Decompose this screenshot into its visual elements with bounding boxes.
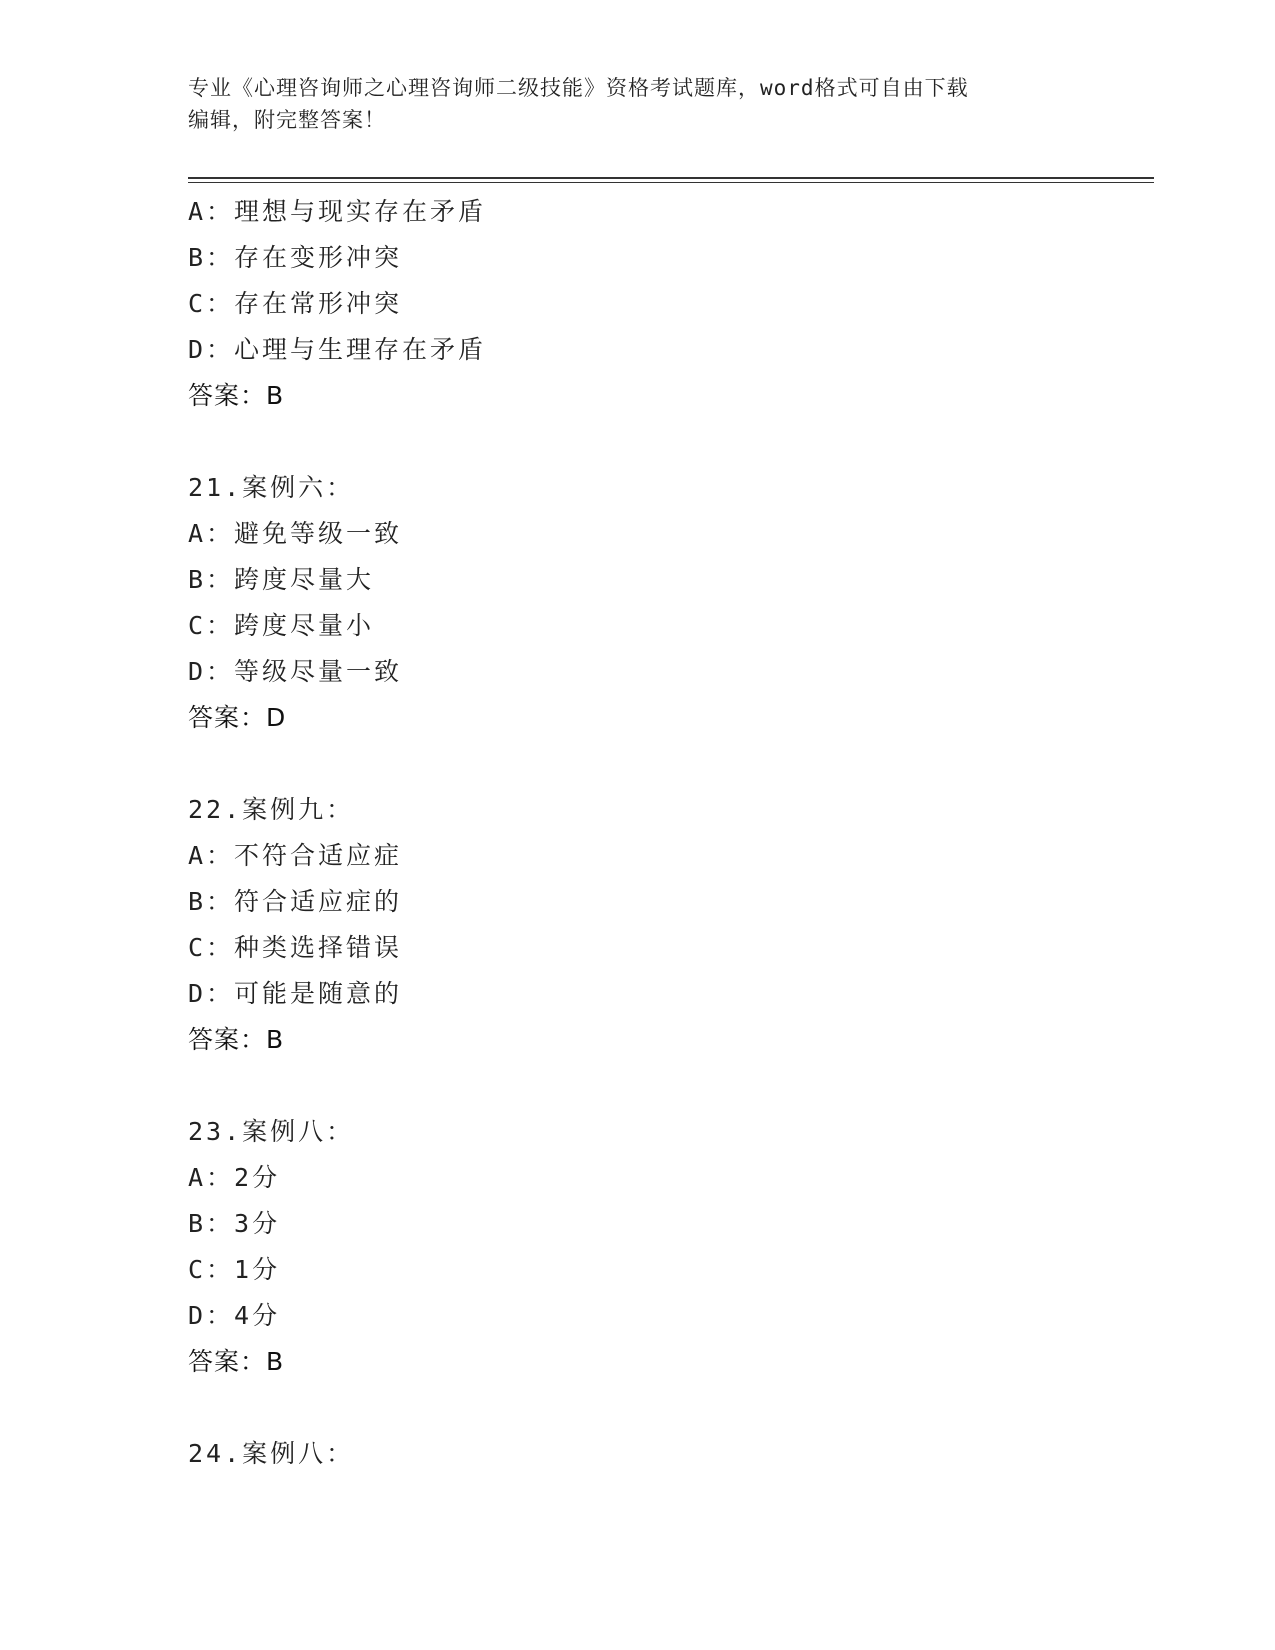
spacer [188,419,1088,465]
answer-line: 答案：D [188,703,287,732]
option-b: B：符合适应症的 [188,887,403,916]
option-b: B：3分 [188,1209,281,1238]
question-title: 21.案例六： [188,473,355,502]
option-c: C：1分 [188,1255,281,1284]
question-block-partial [188,189,1088,419]
option-d: D：心理与生理存在矛盾 [188,335,487,364]
option-b: B：存在变形冲突 [188,243,403,272]
header-divider-thin [188,182,1154,183]
spacer [188,741,1088,787]
option-d: D：4分 [188,1301,281,1330]
answer-line: 答案：B [188,381,285,410]
question-block-24 [188,1431,1088,1477]
option-a: A：不符合适应症 [188,841,403,870]
question-title: 24.案例八： [188,1439,355,1468]
option-b: B：跨度尽量大 [188,565,375,594]
answer-line: 答案：B [188,1025,285,1054]
document-header [188,72,1068,136]
question-block-22 [188,787,1088,1063]
option-d: D：等级尽量一致 [188,657,403,686]
question-block-23 [188,1109,1088,1385]
option-a: A：避免等级一致 [188,519,403,548]
question-block-21 [188,465,1088,741]
question-title: 23.案例八： [188,1117,355,1146]
header-line-2: 编辑，附完整答案！ [188,108,386,132]
question-list [188,189,1088,1477]
option-c: C：跨度尽量小 [188,611,375,640]
option-d: D：可能是随意的 [188,979,403,1008]
answer-line: 答案：B [188,1347,285,1376]
spacer [188,1063,1088,1109]
option-a: A：理想与现实存在矛盾 [188,197,487,226]
spacer [188,1385,1088,1431]
question-title: 22.案例九： [188,795,355,824]
option-c: C：存在常形冲突 [188,289,403,318]
option-a: A：2分 [188,1163,281,1192]
header-line-1: 专业《心理咨询师之心理咨询师二级技能》资格考试题库，word格式可自由下载 [188,76,969,100]
header-divider-thick [188,177,1154,179]
option-c: C：种类选择错误 [188,933,403,962]
